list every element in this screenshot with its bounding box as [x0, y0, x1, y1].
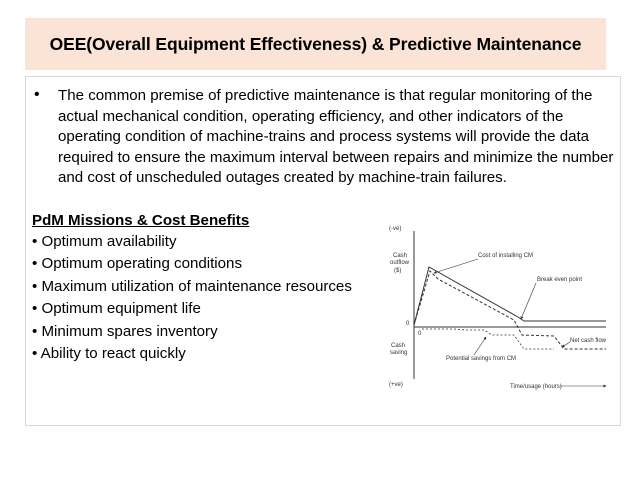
breakeven-leader — [521, 283, 536, 319]
benefits-list — [32, 231, 352, 365]
benefit-item: • Optimum equipment life — [32, 300, 201, 318]
y-outflow-label: Cash — [393, 253, 408, 259]
intro-bullet — [34, 86, 616, 189]
cost-leader — [434, 259, 478, 273]
intro-paragraph: The common premise of predictive maintenance is that regular monitoring of the actual mechanical condition, operating efficiency, and other indicators of the operating condition of machine-trains and process systems will provide the data required to ensure the maximum interval between repairs and minimize the number and cost of unscheduled outages created by machine-train failures. — [58, 87, 614, 186]
benefits-section — [32, 210, 352, 365]
cost-label: Cost of installing CM — [478, 253, 534, 259]
benefit-item: • Optimum availability — [32, 233, 177, 250]
slide-title: OEE(Overall Equipment Effectiveness) & Predictive Maintenance — [49, 33, 582, 54]
bullet-marker: • — [34, 86, 40, 103]
benefit-item: • Optimum operating conditions — [32, 255, 242, 273]
benefit-item: • Maximum utilization of maintenance resources — [32, 277, 352, 295]
zero-left-label: 0 — [406, 321, 410, 327]
savings-line — [422, 329, 554, 349]
content-box — [25, 76, 621, 426]
y-bottom-label: (+ve) — [389, 382, 403, 388]
zero-bottom-label: 0 — [418, 331, 422, 337]
section-heading: PdM Missions & Cost Benefits — [32, 212, 250, 229]
breakeven-label: Break even point — [537, 277, 583, 283]
title-bar — [25, 18, 606, 70]
y-outflow-label: ($) — [394, 268, 402, 274]
y-saving-label: saving — [390, 350, 408, 356]
y-saving-label: Cash — [391, 343, 406, 349]
cost-line — [414, 267, 606, 325]
savings-leader — [474, 337, 486, 355]
y-top-label: (-ve) — [389, 226, 402, 232]
benefit-item: • Ability to react quickly — [32, 345, 186, 363]
x-axis-label: Time/usage (hours) — [510, 384, 562, 390]
savings-label: Potential savings from CM — [446, 356, 517, 362]
net-cash-label: Net cash flow — [570, 338, 607, 344]
cost-diagram — [374, 217, 614, 397]
net-cash-leader — [562, 342, 570, 347]
y-outflow-label: outflow — [390, 260, 410, 266]
benefit-item: • Minimum spares inventory — [32, 322, 218, 340]
